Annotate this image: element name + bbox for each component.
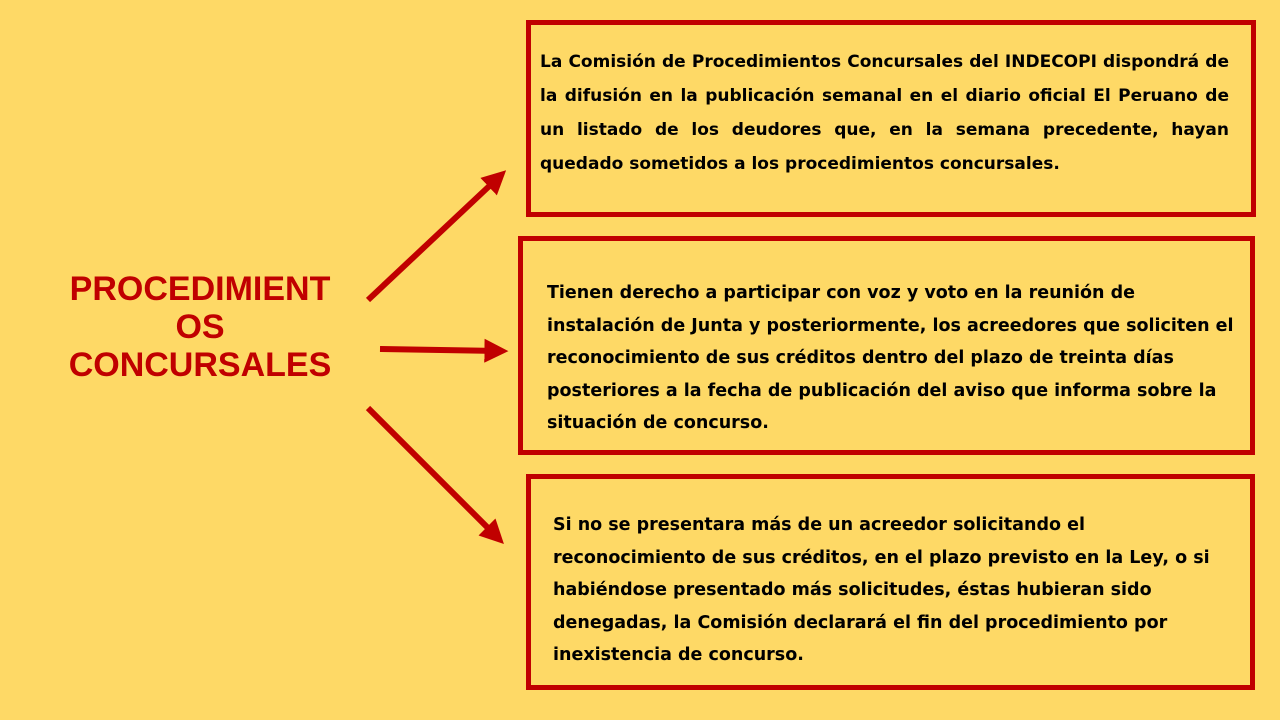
info-box-3-text: Si no se presentara más de un acreedor solicitando el reconocimiento de sus créditos, en el plazo previsto en la Ley, o si habiéndose presentado más solicitudes, éstas hubieran sido denegadas, la Comisión declarará el fin del procedimiento por inexistencia de concurso. bbox=[553, 515, 1210, 665]
arrow-to-box-3 bbox=[368, 408, 498, 538]
info-box-2 bbox=[518, 236, 1255, 455]
arrow-to-box-1 bbox=[368, 176, 500, 300]
info-box-2-text: Tienen derecho a participar con voz y voto en la reunión de instalación de Junta y posteriormente, los acreedores que soliciten el reconocimiento de sus créditos dentro del plazo de treinta días posteriores a la fecha de publicación del aviso que informa sobre la situación de concurso. bbox=[547, 283, 1234, 433]
info-box-3 bbox=[526, 474, 1255, 690]
arrow-to-box-2 bbox=[380, 349, 500, 351]
info-box-1-text: La Comisión de Procedimientos Concursales del INDECOPI dispondrá de la difusión en la publicación semanal en el diario oficial El Peruano de un listado de los deudores que, en la semana precedente, hayan quedado sometidos a los procedimientos concursales. bbox=[540, 52, 1229, 174]
diagram-title: PROCEDIMIENT OS CONCURSALES bbox=[68, 270, 332, 384]
info-box-1 bbox=[526, 20, 1256, 217]
